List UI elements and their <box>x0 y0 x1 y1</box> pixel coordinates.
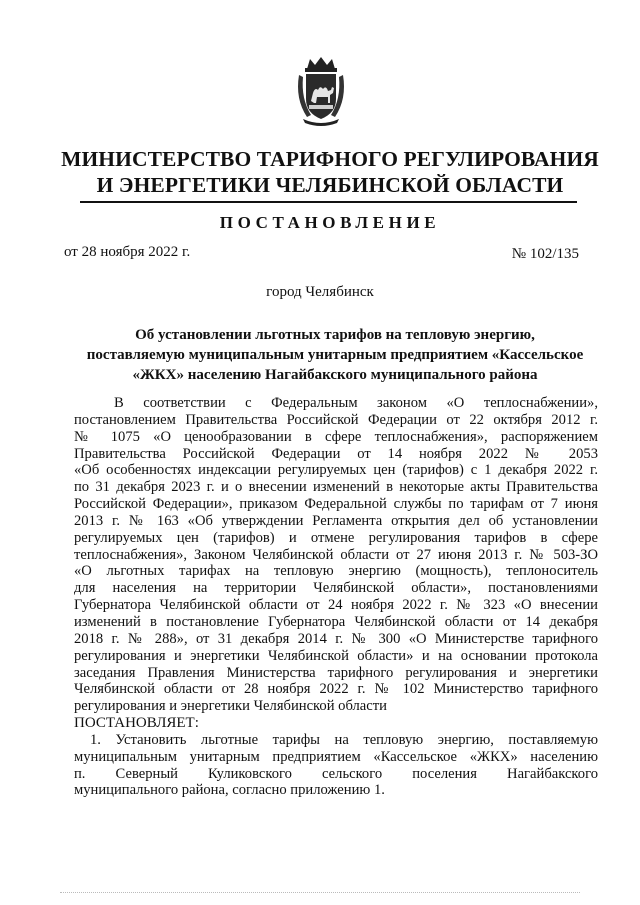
decree-date: от 28 ноября 2022 г. <box>64 244 191 260</box>
decree-type: ПОСТАНОВЛЕНИЕ <box>219 213 441 232</box>
preamble-line: регулирования и энергетики Челябинской области» и на основании протокола <box>74 647 598 664</box>
preamble-line: постановлением Правительства Российской Федерации от 22 октября 2012 г. <box>74 411 598 428</box>
ministry-name-line1: МИНИСТЕРСТВО ТАРИФНОГО РЕГУЛИРОВАНИЯ <box>61 147 599 171</box>
subject-line: «ЖКХ» населению Нагайбакского муниципального района <box>132 367 538 383</box>
subject-line: Об установлении льготных тарифов на тепловую энергию, <box>135 327 535 343</box>
preamble-line: Правительства Российской Федерации от 14 ноября 2022 № 2053 <box>74 445 598 462</box>
preamble-line: Губернатора Челябинской области от 24 ноября 2022 г. № 323 «О внесении <box>74 597 598 614</box>
preamble-line: 2013 г. № 163 «Об утверждении Регламента открытия дел об установлении <box>74 512 598 529</box>
preamble-line: Челябинской области от 28 ноября 2022 г. № 102 Министерство тарифного <box>74 681 598 698</box>
item-line: 1. Установить льготные тарифы на тепловую энергию, поставляемую <box>90 731 598 748</box>
decree-number: № 102/135 <box>511 246 579 262</box>
preamble-line: регулируемых цен (тарифов) и отмене регулирования тарифов в сфере <box>74 529 598 546</box>
header-divider <box>80 201 577 203</box>
preamble-line: № 1075 «О ценообразовании в сфере теплоснабжения», распоряжением <box>74 428 598 445</box>
preamble-line: Российской Федерации», приказом Федеральной службы по тарифам от 7 июня <box>74 496 598 513</box>
preamble-line: В соответствии с Федеральным законом «О теплоснабжении», <box>114 395 598 411</box>
decree-body <box>74 395 598 799</box>
decree-subject <box>70 325 600 385</box>
preamble-line: для населения на территории Челябинской области», постановлениями <box>74 580 598 597</box>
chelyabinsk-coat-of-arms-icon <box>293 55 349 127</box>
ministry-name <box>40 146 620 198</box>
preamble-line: по 31 декабря 2023 г. и о внесении изменений в некоторые акты Правительства <box>74 479 598 496</box>
item-line: муниципальным унитарным предприятием «Кассельское «ЖКХ» населению <box>74 748 598 765</box>
subject-line: поставляемую муниципальным унитарным предприятием «Кассельское <box>86 347 584 363</box>
preamble-line: изменений в постановление Губернатора Челябинской области от 14 декабря <box>74 613 598 630</box>
preamble-line: «О льготных тарифах на тепловую энергию (мощность), теплоноситель <box>74 563 598 580</box>
ministry-name-line2: И ЭНЕРГЕТИКИ ЧЕЛЯБИНСКОЙ ОБЛАСТИ <box>96 173 564 197</box>
scan-artifact-divider <box>60 892 580 895</box>
resolves-heading: ПОСТАНОВЛЯЕТ: <box>74 715 199 732</box>
preamble-line: «Об особенностях индексации регулируемых цен (тарифов) с 1 декабря 2022 г. <box>74 462 598 479</box>
item-line: муниципального района, согласно приложению 1. <box>74 782 385 799</box>
preamble-line: регулирования и энергетики Челябинской области <box>74 698 387 715</box>
item-line: п. Северный Куликовского сельского поселения Нагайбакского <box>74 765 598 782</box>
preamble-line: заседания Правления Министерства тарифного регулирования и энергетики <box>74 664 598 681</box>
preamble-line: теплоснабжения», Законом Челябинской области от 27 июня 2013 г. № 503-ЗО <box>74 546 598 563</box>
decree-city: город Челябинск <box>266 284 374 300</box>
preamble-line: 2018 г. № 288», от 31 декабря 2014 г. № 300 «О Министерстве тарифного <box>74 630 598 647</box>
